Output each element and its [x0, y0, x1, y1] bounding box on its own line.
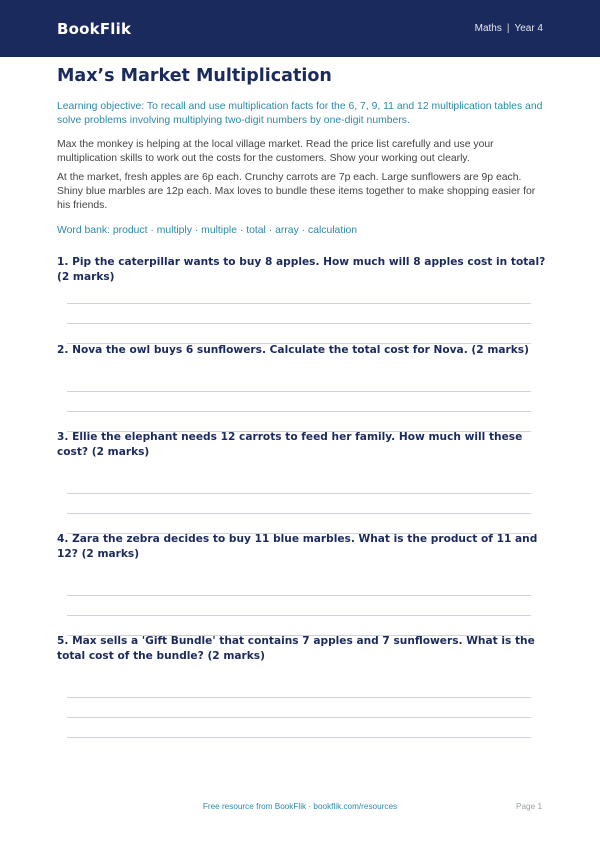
subject-label: Maths — [474, 23, 502, 34]
answer-line[interactable] — [67, 697, 531, 698]
answer-line[interactable] — [67, 493, 531, 494]
answer-line[interactable] — [67, 391, 531, 392]
answer-line[interactable] — [67, 595, 531, 596]
answer-line[interactable] — [67, 615, 531, 616]
page-footer — [0, 802, 600, 814]
answer-line[interactable] — [67, 323, 531, 324]
question-1: 1. Pip the caterpillar wants to buy 8 apples. How much will 8 apples cost in total? (2 marks) — [57, 256, 546, 283]
subject-meta — [475, 23, 543, 34]
answer-line[interactable] — [67, 411, 531, 412]
page-number: Page 1 — [516, 802, 542, 811]
question-5: 5. Max sells a 'Gift Bundle' that contains 7 apples and 7 sunflowers. What is the total cost of the bundle? (2 marks) — [57, 635, 535, 662]
learning-objective: Learning objective: To recall and use multiplication facts for the 6, 7, 9, 11 and 12 multiplication tables and solve problems involving multiplying two-digit numbers by one-digit numbers. — [57, 101, 543, 126]
page-title: Max’s Market Multiplication — [57, 66, 332, 86]
price-list-paragraph: At the market, fresh apples are 6p each. Crunchy carrots are 7p each. Large sunflowers are 9p each. Shiny blue marbles are 12p each. Max loves to bundle these items together to make shopping easier for his friends. — [57, 172, 536, 211]
answer-line[interactable] — [67, 717, 531, 718]
year-label: Year 4 — [514, 23, 543, 34]
answer-line[interactable] — [67, 303, 531, 304]
footer-credit[interactable]: Free resource from BookFlik · bookflik.com/resources — [202, 802, 398, 811]
question-4: 4. Zara the zebra decides to buy 11 blue marbles. What is the product of 11 and 12? (2 marks) — [57, 533, 538, 560]
meta-separator: | — [506, 23, 510, 34]
answer-line[interactable] — [67, 513, 531, 514]
intro-paragraph: Max the monkey is helping at the local village market. Read the price list carefully and use your multiplication skills to work out the costs for the customers. Show your working out clearly. — [57, 139, 494, 164]
answer-line[interactable] — [67, 737, 531, 738]
word-bank: Word bank: product · multiply · multiple · total · array · calculation — [57, 225, 358, 236]
question-2: 2. Nova the owl buys 6 sunflowers. Calculate the total cost for Nova. (2 marks) — [57, 344, 529, 356]
question-3: 3. Ellie the elephant needs 12 carrots to feed her family. How much will these cost? (2 marks) — [57, 431, 523, 458]
page-header — [0, 0, 600, 57]
brand-logo: BookFlik — [57, 19, 132, 38]
